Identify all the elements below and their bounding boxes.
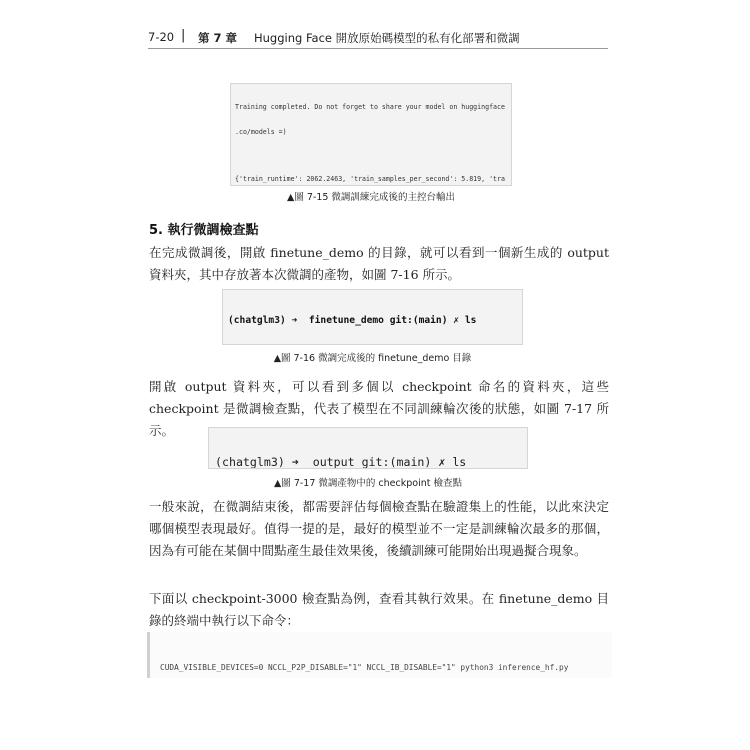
inference-command-block	[147, 632, 612, 678]
paragraph-3	[149, 496, 609, 562]
console-gap	[235, 153, 507, 159]
header-rule	[148, 48, 608, 49]
terminal-prompt	[215, 456, 521, 469]
paragraph-text: 下面以 checkpoint-3000 檢查點為例，查看其執行效果。在 finetune_demo 目錄的終端中執行以下命令：	[149, 591, 609, 628]
paragraph-1	[149, 242, 609, 286]
section-heading: 5. 執行微調檢查點	[149, 223, 259, 238]
paragraph-text: 開啟 output 資料夾，可以看到多個以 checkpoint 命名的資料夾，這些 checkpoint 是微調檢查點，代表了模型在不同訓練輪次後的狀態，如圖 7-17 所示。	[149, 379, 609, 438]
training-console-output	[230, 83, 512, 186]
chapter-title: Hugging Face 開放原始碼模型的私有化部署和微調	[254, 31, 520, 45]
command-line: CUDA_VISIBLE_DEVICES=0 NCCL_P2P_DISABLE="1" NCCL_IB_DISABLE="1" python3 inference_hf.py	[160, 663, 569, 672]
figure-caption-7-17: ▲圖 7-17 微調產物中的 checkpoint 檢查點	[274, 478, 462, 489]
figure-caption-7-15: ▲圖 7-15 微調訓練完成後的主控台輸出	[287, 192, 455, 203]
page-number: 7-20	[148, 30, 175, 44]
page-header	[148, 27, 618, 47]
finetune-demo-listing	[222, 289, 523, 345]
console-line: {'train_runtime': 2062.2463, 'train_samples_per_second': 5.819, 'tra	[235, 175, 505, 183]
chapter-label: 第 7 章	[198, 31, 238, 45]
figure-caption-7-16: ▲圖 7-16 微調完成後的 finetune_demo 目錄	[273, 353, 472, 364]
header-separator: |	[181, 28, 186, 43]
terminal-prompt	[228, 315, 517, 327]
prompt-text: (chatglm3) ➜ output git:(main) ✗ ls	[215, 455, 467, 469]
console-line: Training completed. Do not forget to share your model on huggingface	[235, 103, 505, 112]
console-line: .co/models =)	[235, 128, 287, 136]
output-folder-listing	[208, 427, 528, 469]
prompt-text: (chatglm3) ➜ finetune_demo git:(main) ✗ ls	[228, 315, 477, 327]
paragraph-text: 在完成微調後，開啟 finetune_demo 的目錄，就可以看到一個新生成的 output 資料夾，其中存放著本次微調的產物，如圖 7-16 所示。	[149, 245, 609, 282]
paragraph-text: 一般來說，在微調結束後，都需要評估每個檢查點在驗證集上的性能，以此來決定哪個模型表現最好。值得一提的是，最好的模型並不一定是訓練輪次最多的那個，因為有可能在某個中間點產生最佳效果後，後續訓練可能開始出現過擬合現象。	[149, 499, 609, 558]
paragraph-4	[149, 588, 609, 632]
